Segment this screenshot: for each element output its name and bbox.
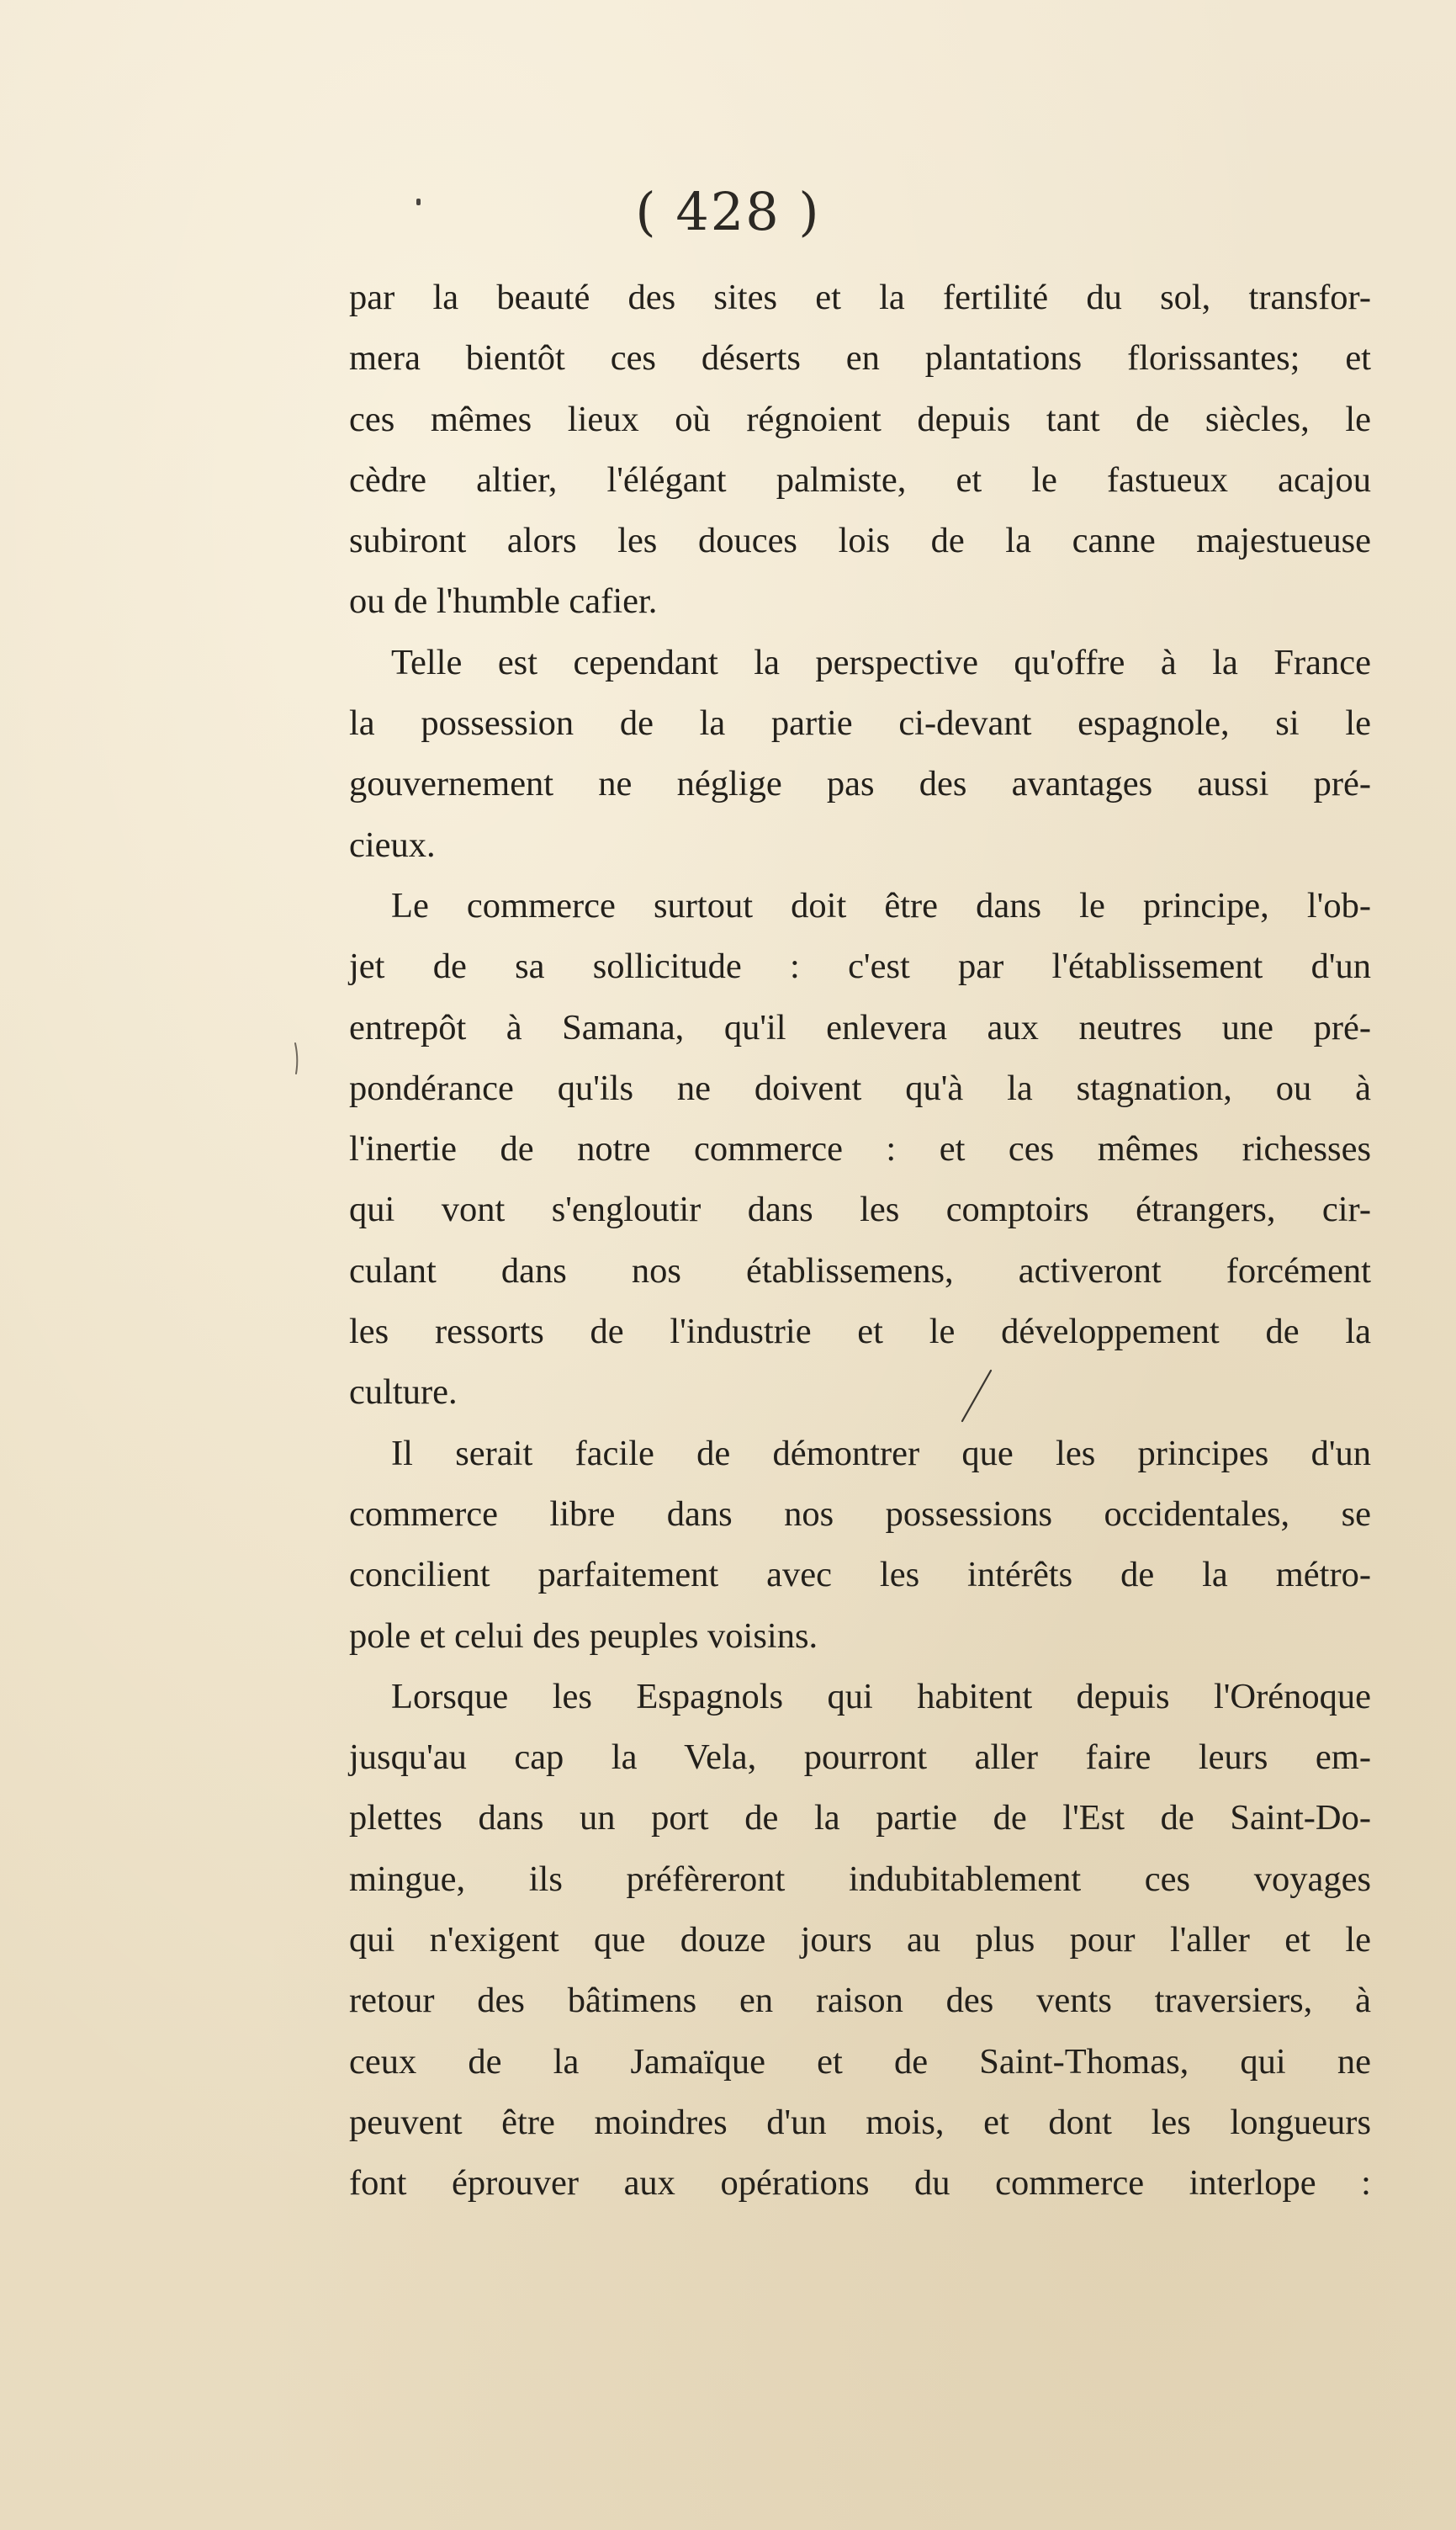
page-number: ( 428 ) [635, 181, 821, 242]
text-line: pole et celui des peuples voisins. [349, 1615, 818, 1656]
text-line: subiront alors les douces lois de la canne majestueuse [349, 521, 1371, 561]
text-line: par la beauté des sites et la fertilité du sol, transfor- [349, 278, 1371, 317]
text-line: retour des bâtimens en raison des vents traversiers, à [349, 1981, 1371, 2021]
paragraph-1 [349, 268, 1371, 633]
text-line: l'inertie de notre commerce : et ces mêmes richesses [349, 1129, 1371, 1170]
text-line: entrepôt à Samana, qu'il enlevera aux neutres une pré- [349, 1007, 1371, 1048]
text-line: peuvent être moindres d'un mois, et dont les longueurs [349, 2102, 1371, 2142]
margin-stroke-mark [293, 1042, 301, 1075]
text-line: Il serait facile de démontrer que les principes d'un [391, 1433, 1371, 1473]
text-line: plettes dans un port de la partie de l'Est de Saint-Do- [349, 1798, 1371, 1838]
text-line: concilient parfaitement avec les intérêts de la métro- [349, 1555, 1371, 1595]
text-line: pondérance qu'ils ne doivent qu'à la stagnation, ou à [349, 1068, 1371, 1108]
text-line: Le commerce surtout doit être dans le principe, l'ob- [391, 885, 1371, 926]
text-line: jusqu'au cap la Vela, pourront aller faire leurs em- [349, 1737, 1371, 1778]
text-line: mingue, ils préfèreront indubitablement ces voyages [349, 1859, 1371, 1899]
text-line: jet de sa sollicitude : c'est par l'établissement d'un [349, 947, 1371, 987]
text-line: Telle est cependant la perspective qu'offre à la France [391, 642, 1371, 682]
paragraph-3 [349, 876, 1371, 1424]
text-line: ou de l'humble cafier. [349, 581, 658, 622]
text-line: ceux de la Jamaïque et de Saint-Thomas, qui ne [349, 2041, 1371, 2082]
paragraph-2 [349, 633, 1371, 876]
text-line: Lorsque les Espagnols qui habitent depuis l'Orénoque [391, 1676, 1371, 1716]
pen-stroke-mark [950, 1367, 1001, 1426]
text-line: commerce libre dans nos possessions occidentales, se [349, 1493, 1371, 1534]
paragraph-5 [349, 1667, 1371, 2214]
text-line: qui vont s'engloutir dans les comptoirs étrangers, cir- [349, 1190, 1371, 1230]
text-line: font éprouver aux opérations du commerce interlope : [349, 2163, 1371, 2204]
text-line: cieux. [349, 825, 436, 865]
paragraph-4 [349, 1424, 1371, 1667]
text-line: cèdre altier, l'élégant palmiste, et le fastueux acajou [349, 459, 1371, 500]
text-line: la possession de la partie ci-devant espagnole, si le [349, 703, 1371, 744]
text-line: culture. [349, 1372, 458, 1413]
text-line: gouvernement ne néglige pas des avantages aussi pré- [349, 764, 1371, 804]
body-text [349, 268, 1371, 2214]
text-line: qui n'exigent que douze jours au plus pour l'aller et le [349, 1920, 1371, 1960]
text-line: ces mêmes lieux où régnoient depuis tant de siècles, le [349, 399, 1371, 439]
text-line: culant dans nos établissemens, activeront forcément [349, 1250, 1371, 1291]
text-line: mera bientôt ces déserts en plantations florissantes; et [349, 338, 1371, 379]
text-line: les ressorts de l'industrie et le développement de la [349, 1312, 1371, 1352]
